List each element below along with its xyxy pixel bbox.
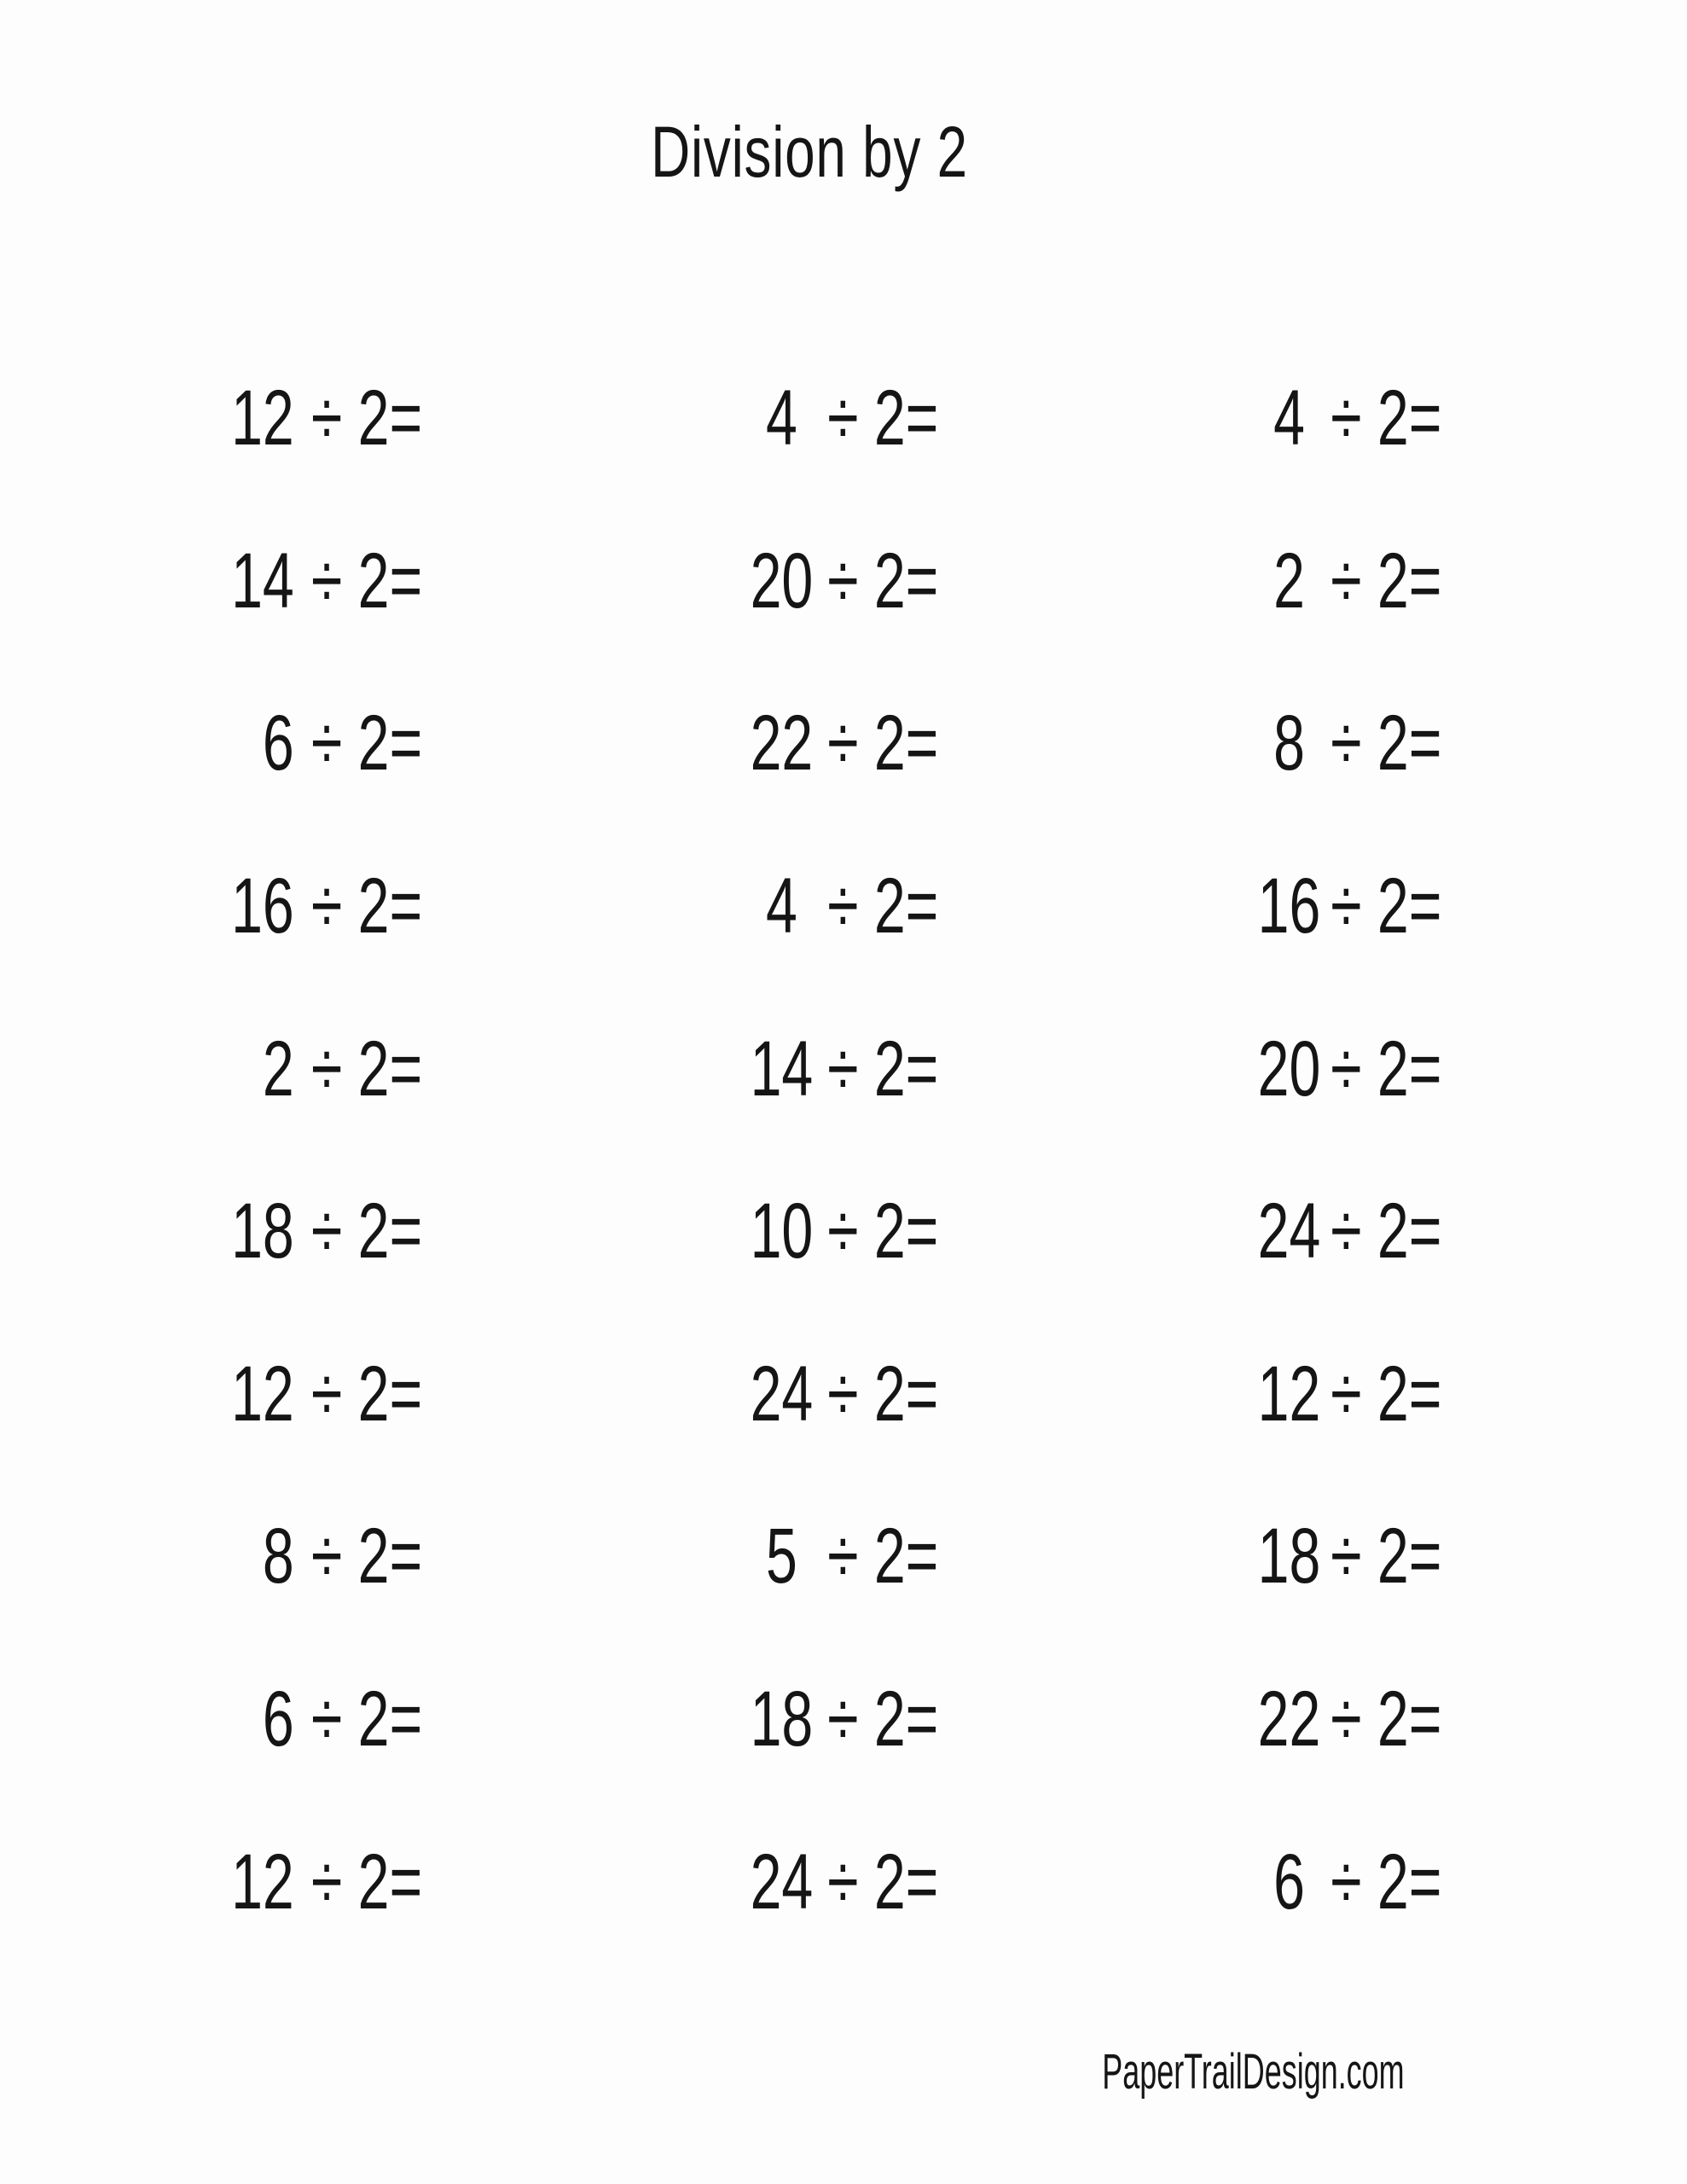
dividend: 8 xyxy=(262,1513,294,1600)
dividend: 22 xyxy=(750,700,814,787)
division-problem xyxy=(228,1475,598,1638)
operator-divisor-equals: ÷ 2= xyxy=(310,1838,423,1926)
operator-divisor-equals: ÷ 2= xyxy=(310,1350,423,1438)
division-problem xyxy=(1256,1313,1626,1476)
division-problem xyxy=(742,337,1112,500)
dividend: 18 xyxy=(1257,1513,1321,1600)
division-problem xyxy=(742,1638,1112,1801)
operator-divisor-equals: ÷ 2= xyxy=(1330,1188,1442,1275)
operator-divisor-equals: ÷ 2= xyxy=(1330,537,1442,624)
division-problem xyxy=(742,825,1112,988)
division-problem xyxy=(228,337,598,500)
dividend: 12 xyxy=(231,375,294,462)
operator-divisor-equals: ÷ 2= xyxy=(827,1676,939,1763)
dividend: 12 xyxy=(231,1350,294,1438)
division-problem xyxy=(742,987,1112,1150)
dividend: 22 xyxy=(1257,1676,1321,1763)
division-problem xyxy=(1256,1800,1626,1963)
division-problem xyxy=(1256,987,1626,1150)
dividend: 6 xyxy=(262,1676,294,1763)
division-problem xyxy=(228,1800,598,1963)
operator-divisor-equals: ÷ 2= xyxy=(1330,1025,1442,1112)
dividend: 12 xyxy=(1257,1350,1321,1438)
division-problem xyxy=(1256,825,1626,988)
dividend: 12 xyxy=(231,1838,294,1926)
operator-divisor-equals: ÷ 2= xyxy=(1330,1838,1442,1926)
operator-divisor-equals: ÷ 2= xyxy=(827,1350,939,1438)
division-problem xyxy=(742,1800,1112,1963)
division-problem xyxy=(228,1313,598,1476)
division-problem xyxy=(742,1150,1112,1313)
dividend: 5 xyxy=(766,1513,797,1600)
dividend: 4 xyxy=(766,375,797,462)
dividend: 20 xyxy=(1257,1025,1321,1112)
dividend: 6 xyxy=(1273,1838,1305,1926)
dividend: 6 xyxy=(262,700,294,787)
operator-divisor-equals: ÷ 2= xyxy=(1330,863,1442,950)
division-problem xyxy=(228,1638,598,1801)
operator-divisor-equals: ÷ 2= xyxy=(827,700,939,787)
operator-divisor-equals: ÷ 2= xyxy=(310,700,423,787)
division-problem xyxy=(228,987,598,1150)
dividend: 8 xyxy=(1273,700,1305,787)
division-problem xyxy=(1256,1475,1626,1638)
dividend: 24 xyxy=(750,1838,814,1926)
division-problem xyxy=(742,1313,1112,1476)
problems-grid xyxy=(228,337,1687,1963)
dividend: 2 xyxy=(1273,537,1305,624)
dividend: 2 xyxy=(262,1025,294,1112)
operator-divisor-equals: ÷ 2= xyxy=(827,375,939,462)
operator-divisor-equals: ÷ 2= xyxy=(1330,700,1442,787)
operator-divisor-equals: ÷ 2= xyxy=(1330,375,1442,462)
dividend: 14 xyxy=(231,537,294,624)
division-problem xyxy=(228,662,598,825)
division-problem xyxy=(228,825,598,988)
dividend: 18 xyxy=(231,1188,294,1275)
operator-divisor-equals: ÷ 2= xyxy=(1330,1676,1442,1763)
division-problem xyxy=(742,662,1112,825)
division-problem xyxy=(742,1475,1112,1638)
division-problem xyxy=(1256,1150,1626,1313)
division-problem xyxy=(228,500,598,663)
operator-divisor-equals: ÷ 2= xyxy=(310,1676,423,1763)
operator-divisor-equals: ÷ 2= xyxy=(310,1188,423,1275)
dividend: 4 xyxy=(1273,375,1305,462)
operator-divisor-equals: ÷ 2= xyxy=(310,863,423,950)
dividend: 24 xyxy=(1257,1188,1321,1275)
page-title: Division by 2 xyxy=(651,112,968,192)
division-problem xyxy=(1256,1638,1626,1801)
division-problem xyxy=(228,1150,598,1313)
division-problem xyxy=(1256,500,1626,663)
operator-divisor-equals: ÷ 2= xyxy=(827,863,939,950)
operator-divisor-equals: ÷ 2= xyxy=(310,537,423,624)
operator-divisor-equals: ÷ 2= xyxy=(827,1025,939,1112)
operator-divisor-equals: ÷ 2= xyxy=(310,375,423,462)
dividend: 18 xyxy=(750,1676,814,1763)
operator-divisor-equals: ÷ 2= xyxy=(310,1025,423,1112)
dividend: 4 xyxy=(766,863,797,950)
dividend: 16 xyxy=(231,863,294,950)
division-problem xyxy=(742,500,1112,663)
division-problem xyxy=(1256,337,1626,500)
operator-divisor-equals: ÷ 2= xyxy=(1330,1350,1442,1438)
operator-divisor-equals: ÷ 2= xyxy=(827,1838,939,1926)
division-problem xyxy=(1256,662,1626,825)
footer-credit: PaperTrailDesign.com xyxy=(1102,2044,1405,2100)
dividend: 16 xyxy=(1257,863,1321,950)
operator-divisor-equals: ÷ 2= xyxy=(827,1188,939,1275)
operator-divisor-equals: ÷ 2= xyxy=(827,1513,939,1600)
dividend: 24 xyxy=(750,1350,814,1438)
operator-divisor-equals: ÷ 2= xyxy=(310,1513,423,1600)
operator-divisor-equals: ÷ 2= xyxy=(1330,1513,1442,1600)
dividend: 14 xyxy=(750,1025,814,1112)
dividend: 20 xyxy=(750,537,814,624)
dividend: 10 xyxy=(750,1188,814,1275)
operator-divisor-equals: ÷ 2= xyxy=(827,537,939,624)
